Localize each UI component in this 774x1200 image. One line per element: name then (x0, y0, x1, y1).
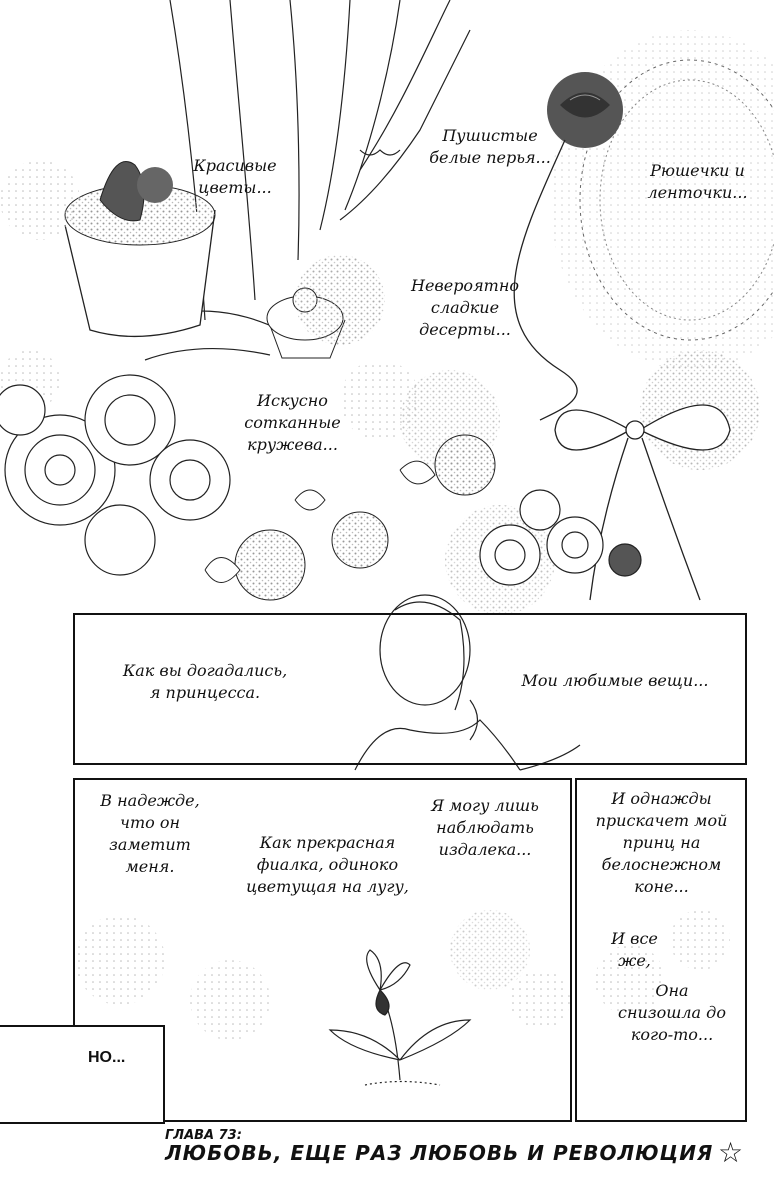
caption-prince: И однажды прискачет мой принц на белоснежном коне... (595, 789, 728, 896)
caption-feathers: Пушистые белые перья... (429, 126, 551, 167)
caption-hope: В надежде, что он заметит меня. (100, 791, 200, 876)
side-caption-box (0, 1025, 165, 1124)
caption-violet: Как прекрасная фиалка, одиноко цветущая на лугу, (246, 833, 409, 896)
panel-prince (575, 778, 747, 1122)
panel-princess (73, 613, 747, 765)
star-icon: ☆ (718, 1136, 744, 1169)
caption-but: НО... (88, 1049, 126, 1066)
caption-desserts: Невероятно сладкие десерты... (410, 276, 519, 339)
caption-stoop: Она снизошла до кого-то... (618, 981, 726, 1044)
caption-guessed: Как вы догадались, я принцесса. (122, 661, 288, 702)
peony-bouquet (0, 375, 230, 575)
caption-lace: Искусно сотканные кружева... (244, 391, 341, 454)
caption-watch: Я могу лишь наблюдать издалека... (431, 796, 539, 859)
caption-favorites: Мои любимые вещи... (521, 671, 709, 690)
roses-right (480, 490, 641, 585)
caption-ruffles: Рюшечки и ленточки... (647, 161, 748, 202)
caption-still: И все же, (611, 929, 658, 970)
chapter-label: ГЛАВА 73: (165, 1128, 242, 1143)
caption-flowers: Красивые цветы... (193, 156, 277, 197)
chapter-title: ЛЮБОВЬ, ЕЩЕ РАЗ ЛЮБОВЬ И РЕВОЛЮЦИЯ (165, 1141, 714, 1165)
